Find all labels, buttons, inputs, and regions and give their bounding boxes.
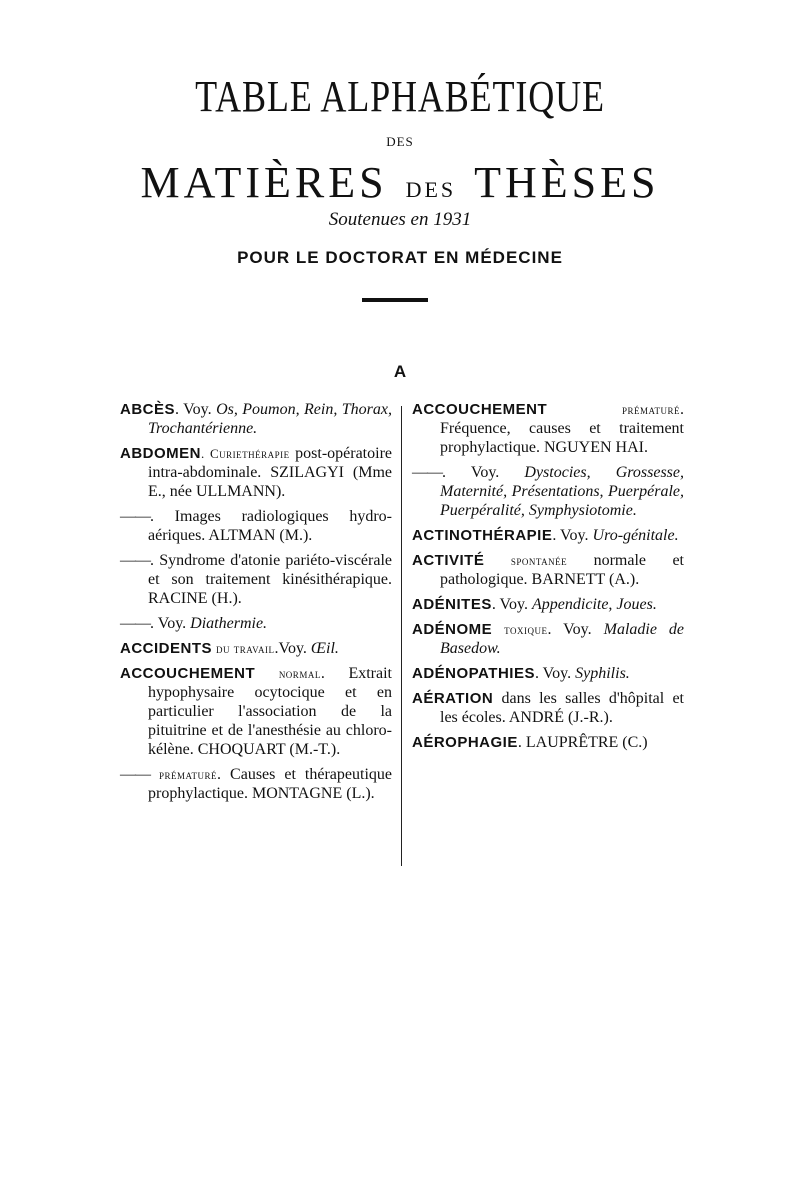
entry-voy: . Voy. <box>442 464 500 481</box>
entry-refs: Appendicite, Joues. <box>532 596 657 613</box>
entry-refs: Œil. <box>310 640 339 657</box>
entry-abces <box>120 400 392 438</box>
entry-refs: Uro-génitale. <box>592 527 679 544</box>
subtitle-word-matieres: MATIÈRES <box>140 158 388 207</box>
entry-subheading: toxique <box>504 622 548 637</box>
left-column <box>120 400 392 809</box>
entry-voy: . Voy. <box>552 527 589 544</box>
entry-adenopathies <box>412 664 684 683</box>
entry-accidents <box>120 639 392 658</box>
subtitle <box>0 158 800 215</box>
entry-subheading: du travail <box>216 641 275 656</box>
entry-keyword: ABDOMEN <box>120 445 201 462</box>
title-rule <box>362 298 428 302</box>
entry-accouchement-premature-voy <box>412 463 684 520</box>
entry-aerophagie <box>412 733 684 752</box>
entry-refs: Syphilis. <box>575 665 630 682</box>
entry-keyword: ABCÈS <box>120 401 176 418</box>
entry-accouchement-premature-main <box>412 400 684 457</box>
entry-subheading: normal <box>278 666 321 681</box>
entry-keyword: ACCIDENTS <box>120 640 213 657</box>
entry-text: post-opératoire intra-abdominale. SZILAGYI (Mme E., née ULLMANN). <box>148 445 392 500</box>
entry-voy: . Voy. <box>491 596 529 613</box>
entry-voy: . Voy. <box>175 401 212 418</box>
entry-abdomen <box>120 444 392 501</box>
entry-subheading: . Curiethérapie <box>201 446 290 461</box>
subtitle-word-theses: THÈSES <box>474 158 660 207</box>
entry-subheading: spontanée <box>510 553 568 568</box>
section-letter: A <box>393 362 407 381</box>
entry-activite <box>412 551 684 589</box>
entry-aeration <box>412 689 684 727</box>
entry-voy: . Voy. <box>534 665 572 682</box>
entry-dash: —— <box>412 464 442 481</box>
entry-keyword: ACTINOTHÉRAPIE <box>412 527 553 544</box>
entry-keyword: AÉRATION <box>412 690 494 707</box>
entry-dash: —— <box>120 508 150 525</box>
entry-accouchement-normal <box>120 664 392 759</box>
entry-text: normale et pathologique. BARNETT (A.). <box>440 552 684 588</box>
entry-accouchement-premature <box>120 765 392 803</box>
entry-dash: —— <box>120 552 150 569</box>
entry-adenome <box>412 620 684 658</box>
entry-refs: Os, Poumon, Rein, Thorax, Trochantérienne. <box>148 401 393 437</box>
entry-abdomen-syndrome <box>120 551 392 608</box>
entry-dash: —— <box>120 766 150 783</box>
entry-abdomen-images <box>120 507 392 545</box>
entry-keyword: ADÉNITES <box>412 596 492 613</box>
column-divider <box>401 406 402 866</box>
right-column <box>412 400 684 758</box>
entry-refs: Diathermie. <box>190 615 268 632</box>
entry-voy: . Voy. <box>547 621 592 638</box>
entry-text: dans les salles d'hôpital et les écoles. ANDRÉ (J.-R.). <box>440 690 684 726</box>
main-title: TABLE ALPHABÉTIQUE <box>195 72 605 121</box>
entry-keyword: ADÉNOPATHIES <box>412 665 535 682</box>
entry-keyword: ACCOUCHEMENT <box>412 401 548 418</box>
entry-text: . LAUPRÊTRE (C.) <box>517 734 648 751</box>
entry-actinotherapie <box>412 526 684 545</box>
entry-keyword: AÉROPHAGIE <box>412 734 518 751</box>
entry-text: . Causes et thérapeutique prophylactique. MONTAGNE (L.). <box>148 766 392 802</box>
entry-adenites <box>412 595 684 614</box>
entry-keyword: ACTIVITÉ <box>412 552 485 569</box>
entry-text: . Syndrome d'atonie pariéto-viscérale et son traitement kinésithérapique. RACINE (H.). <box>148 552 392 607</box>
entry-keyword: ACCOUCHEMENT <box>120 665 256 682</box>
entry-voy: .Voy. <box>274 640 307 657</box>
entry-text: . Extrait hypophysaire ocytocique et en particulier l'association de la pituitrine et de l'anesthésie au chloro-kélène. CHOQUART (M.-T.). <box>148 665 392 758</box>
entry-refs: Dystocies, Grossesse, Maternité, Présentations, Puerpérale, Puerpéralité, Symphysiotomie. <box>440 464 684 519</box>
entry-subheading: prématuré <box>159 767 218 782</box>
entry-text: . Images radiologiques hydro-aériques. ALTMAN (M.). <box>148 508 392 544</box>
entry-abdomen-voy <box>120 614 392 633</box>
entry-dash: —— <box>120 615 150 632</box>
title-connector: DES <box>386 134 414 149</box>
entry-refs: Maladie de Basedow. <box>440 621 685 657</box>
degree-line: POUR LE DOCTORAT EN MÉDECINE <box>237 248 563 267</box>
entry-subheading: prématuré <box>621 402 680 417</box>
entry-voy: . Voy. <box>150 615 187 632</box>
entry-keyword: ADÉNOME <box>412 621 493 638</box>
subtitle-word-des: DES <box>405 177 457 202</box>
entry-text: . Fréquence, causes et traitement prophylactique. NGUYEN HAI. <box>440 401 684 456</box>
year-line: Soutenues en 1931 <box>328 209 472 230</box>
